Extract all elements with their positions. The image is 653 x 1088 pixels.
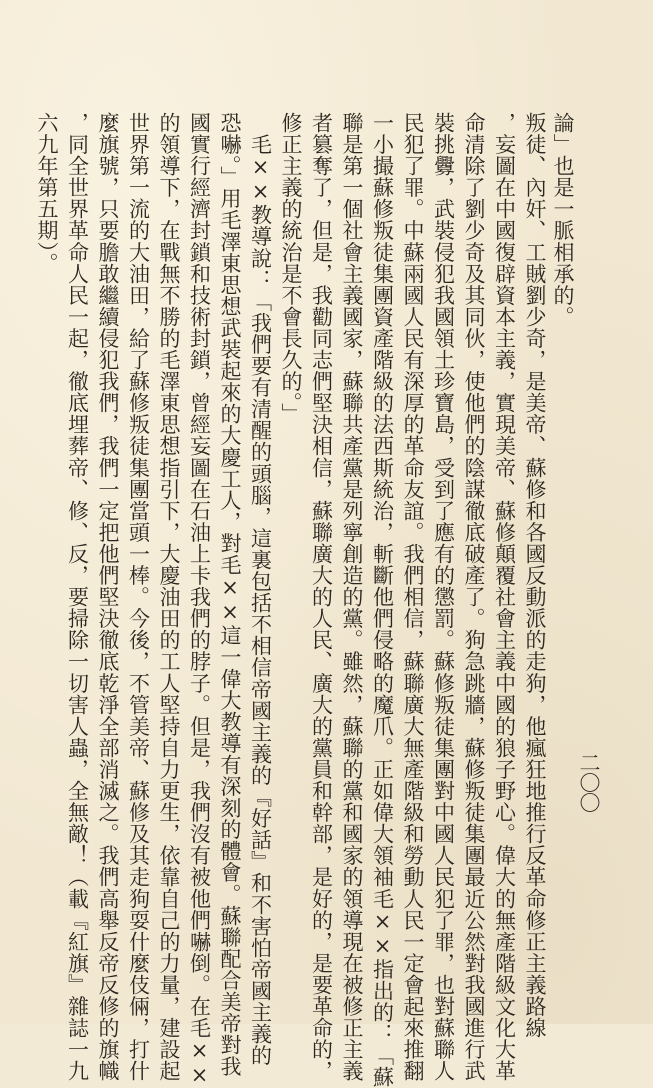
text-column: 一小撮蘇修叛徒集團資產階級的法西斯統治，斬斷他們侵略的魔爪。正如偉大領袖毛××指出的：「蘇 bbox=[370, 112, 395, 1088]
vertical-text-body bbox=[35, 112, 550, 1088]
text-column: 民犯了罪。中蘇兩國人民有深厚的革命友誼。我們相信，蘇聯廣大無產階級和勞動人民一定會起來推翻 bbox=[401, 112, 425, 1082]
text-column: 世界第一流的大油田，給了蘇修叛徒集團當頭一棒。今後，不管美帝、蘇修及其走狗耍什麼伎倆，打什 bbox=[126, 112, 151, 1082]
text-column: 聯是第一個社會主義國家，蘇聯共產黨是列寧創造的黨。雖然，蘇聯的黨和國家的領導現在被修正主義 bbox=[340, 112, 364, 1082]
text-column: 叛徒、內奸、工賊劉少奇，是美帝、蘇修和各國反動派的走狗，他瘋狂地推行反革命修正主義路線 bbox=[523, 112, 547, 1039]
text-column: 六九年第五期）。 bbox=[35, 112, 59, 274]
text-column: 的領導下，在戰無不勝的毛澤東思想指引下，大慶油田的工人堅持自力更生，依靠自己的力量，建設起 bbox=[157, 112, 181, 1082]
text-column: 命清除了劉少奇及其同伙，使他們的陰謀徹底破產了。狗急跳牆，蘇修叛徒集團最近公然對我國進行武 bbox=[462, 112, 486, 1082]
text-column: 麼旗號，只要膽敢繼續侵犯我們，我們一定把他們堅決徹底乾淨全部消滅之。我們高舉反帝反修的旗幟 bbox=[96, 112, 120, 1082]
lead-line: 論」也是一脈相承的。 bbox=[551, 112, 575, 328]
text-column: ，妄圖在中國復辟資本主義，實現美帝、蘇修顛覆社會主義中國的狼子野心。偉大的無產階級文化大革 bbox=[492, 112, 517, 1082]
page-number: 二〇〇 bbox=[577, 752, 601, 812]
text-column: 修正主義的統治是不會長久的。」 bbox=[279, 112, 303, 425]
text-column: 恐嚇。」用毛澤東思想武裝起來的大慶工人，對毛××這一偉大教導有深刻的體會。蘇聯配合美帝對我 bbox=[218, 112, 242, 1078]
text-column: 者篡奪了，但是，我勸同志們堅決相信，蘇聯廣大的人民、廣大的黨員和幹部，是好的，是要革命的， bbox=[309, 112, 334, 1082]
text-column: ，同全世界革命人民一起，徹底埋葬帝、修、反，要掃除一切害人蟲，全無敵！（載『紅旗』雜誌一九 bbox=[65, 112, 90, 1082]
text-column: 毛××教導說：「我們要有清醒的頭腦，這裏包括不相信帝國主義的『好話』和不害怕帝國主義的 bbox=[248, 112, 273, 1067]
text-column: 國實行經濟封鎖和技術封鎖，曾經妄圖在石油上卡我們的脖子。但是，我們沒有被他們嚇倒。在毛×× bbox=[187, 112, 212, 1088]
text-column: 裝挑釁，武裝侵犯我國領土珍寶島，受到了應有的懲罰。蘇修叛徒集團對中國人民犯了罪，也對蘇聯人 bbox=[431, 112, 456, 1082]
